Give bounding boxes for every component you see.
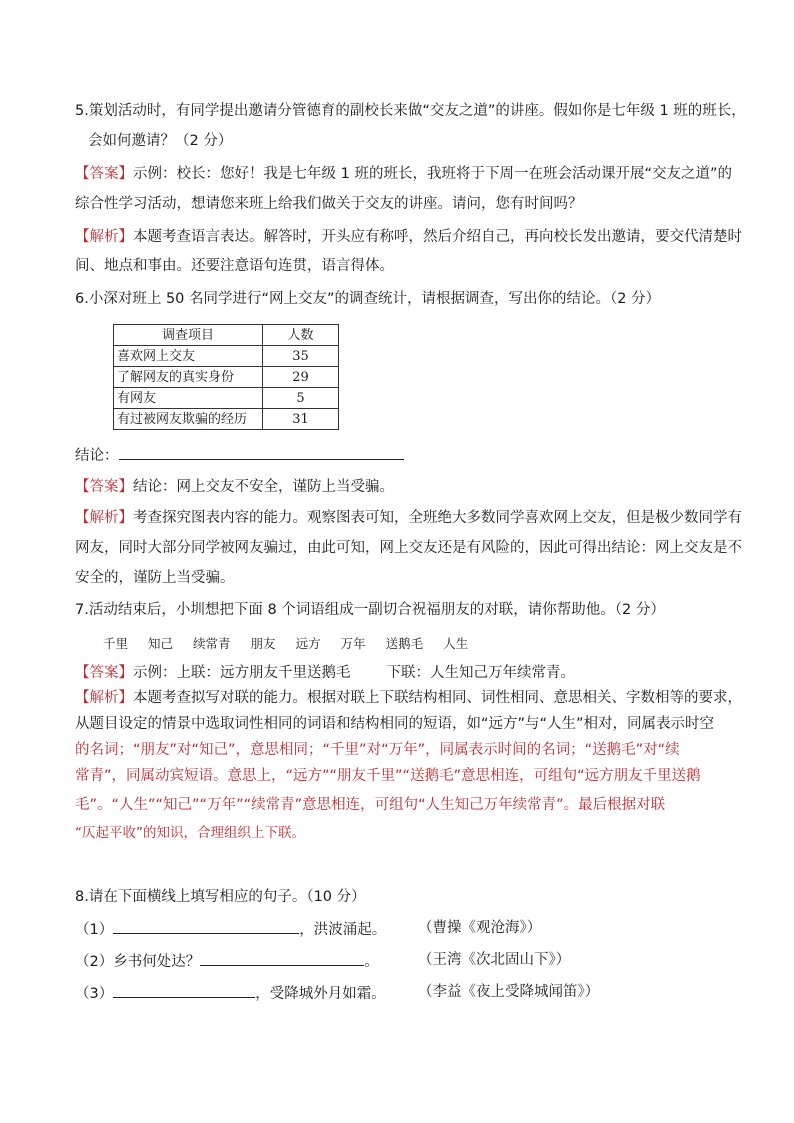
analysis-tag: 【解析】 — [75, 510, 133, 526]
fill-blank[interactable] — [200, 950, 364, 966]
table-cell-item: 了解网友的真实身份 — [114, 367, 263, 388]
answer-tag: 【答案】 — [75, 665, 133, 681]
item-text-after: ，受降城外月如霜。 — [255, 986, 386, 1002]
q7-word-list — [103, 634, 468, 652]
answer-tag: 【答案】 — [75, 479, 133, 495]
q6-answer-text: 结论：网上交友不安全，谨防上当受骗。 — [133, 479, 394, 495]
word-item: 朋友 — [250, 636, 276, 651]
q7-analysis-line5: 毛”。“人生”“知己”“万年”“续常青”意思相连，可组句“人生知己万年续常青”。最后根据对联 — [75, 797, 666, 813]
table-row — [114, 388, 339, 409]
word-item: 知己 — [148, 636, 174, 651]
q5-analysis-line1 — [75, 227, 742, 247]
q5-prompt-line2: 会如何邀请？（2 分） — [88, 133, 233, 149]
word-item: 送鹅毛 — [385, 636, 424, 651]
q7-analysis-line3: 的名词；“朋友”对“知己”，意思相同；“千里”对“万年”，同属表示时间的名词；“送鹅毛”对“续 — [75, 742, 680, 758]
word-item: 人生 — [443, 636, 469, 651]
q6-analysis-line3: 安全的，谨防上当受骗。 — [75, 570, 235, 586]
analysis-tag: 【解析】 — [75, 229, 133, 245]
q5-answer-text: 示例：校长：您好！我是七年级 1 班的班长，我班将于下周一在班会活动课开展“交友之道”的 — [133, 166, 732, 182]
word-item: 远方 — [295, 636, 321, 651]
q5-answer-line2: 综合性学习活动，想请您来班上给我们做关于交友的讲座。请问，您有时间吗？ — [75, 196, 583, 212]
table-cell-item: 有网友 — [114, 388, 263, 409]
q5-prompt-line1: 5.策划活动时，有同学提出邀请分管德育的副校长来做“交友之道”的讲座。假如你是七年级 1 班的班长， — [75, 103, 746, 119]
q8-item-2 — [75, 950, 379, 972]
table-cell-count: 29 — [263, 367, 339, 388]
q8-prompt: 8.请在下面横线上填写相应的句子。（10 分） — [75, 889, 366, 905]
q8-item-1-source: （曹操《观沧海》） — [418, 920, 542, 936]
item-text-before: 乡书何处达？ — [113, 954, 201, 970]
q7-analysis-line4: 常青”，同属动宾短语。意思上，“远方”“朋友千里”“送鹅毛”意思相连，可组句“远方朋友千里送鹅 — [75, 768, 701, 784]
q6-analysis-line2: 网友，同时大部分同学被网友骗过，由此可知，网上交友还是有风险的，因此可得出结论：网上交友是不 — [75, 540, 742, 556]
word-item: 续常青 — [193, 636, 231, 651]
q7-answer — [75, 663, 575, 683]
q5-analysis-line2: 间、地点和事由。还要注意语句连贯，语言得体。 — [75, 258, 394, 274]
q7-answer-lower: 下联：人生知己万年续常青。 — [386, 665, 575, 681]
q6-prompt: 6.小深对班上 50 名同学进行“网上交友”的调查统计，请根据调查，写出你的结论。（2 分） — [75, 291, 661, 307]
table-cell-count: 35 — [263, 346, 339, 367]
analysis-tag: 【解析】 — [75, 690, 133, 706]
fill-blank[interactable] — [113, 918, 299, 934]
item-text-after: 。 — [364, 954, 379, 970]
item-number: （1） — [75, 922, 114, 938]
table-cell-item: 喜欢网上交友 — [114, 346, 263, 367]
table-row — [114, 367, 339, 388]
q7-analysis-text: 本题考查拟写对联的能力。根据对联上下联结构相同、词性相同、意思相关、字数相等的要求， — [133, 690, 742, 706]
q7-analysis-line2: 从题目设定的情景中选取词性相同的词语和结构相同的短语，如“远方”与“人生”相对，同属表示时空 — [75, 716, 715, 732]
q5-answer-line1 — [75, 164, 732, 184]
table-cell-count: 5 — [263, 388, 339, 409]
q8-item-2-source: （王湾《次北固山下》） — [418, 952, 571, 968]
conclusion-blank[interactable] — [119, 444, 404, 460]
q7-answer-upper: 示例：上联：远方朋友千里送鹅毛 — [133, 665, 351, 681]
q6-analysis-line1 — [75, 508, 742, 528]
item-number: （3） — [75, 986, 114, 1002]
item-text-after: ，洪波涌起。 — [299, 922, 387, 938]
q8-item-3-source: （李益《夜上受降城闻笛》） — [418, 984, 600, 1000]
fill-blank[interactable] — [113, 982, 255, 998]
word-item: 万年 — [340, 636, 366, 651]
survey-table — [113, 324, 339, 430]
q6-answer — [75, 477, 394, 497]
q7-prompt: 7.活动结束后，小圳想把下面 8 个词语组成一副切合祝福朋友的对联，请你帮助他。（2 分） — [75, 602, 665, 618]
q6-analysis-text: 考查探究图表内容的能力。观察图表可知，全班绝大多数同学喜欢网上交友，但是极少数同学有 — [133, 510, 742, 526]
table-header-row — [114, 325, 339, 346]
answer-tag: 【答案】 — [75, 166, 133, 182]
table-header-item: 调查项目 — [114, 325, 263, 346]
table-header-count: 人数 — [263, 325, 339, 346]
q7-analysis-line1 — [75, 688, 742, 708]
word-item: 千里 — [103, 636, 129, 651]
table-row — [114, 409, 339, 430]
table-cell-count: 31 — [263, 409, 339, 430]
q7-analysis-line6: “仄起平收”的知识，合理组织上下联。 — [75, 825, 305, 841]
q5-analysis-text: 本题考查语言表达。解答时，开头应有称呼，然后介绍自己，再向校长发出邀请，要交代清楚时 — [133, 229, 742, 245]
conclusion-label: 结论： — [75, 448, 119, 464]
table-cell-item: 有过被网友欺骗的经历 — [114, 409, 263, 430]
q6-conclusion-row — [75, 444, 404, 466]
table-row — [114, 346, 339, 367]
q8-item-3 — [75, 982, 386, 1004]
item-number: （2） — [75, 954, 114, 970]
q8-item-1 — [75, 918, 386, 940]
